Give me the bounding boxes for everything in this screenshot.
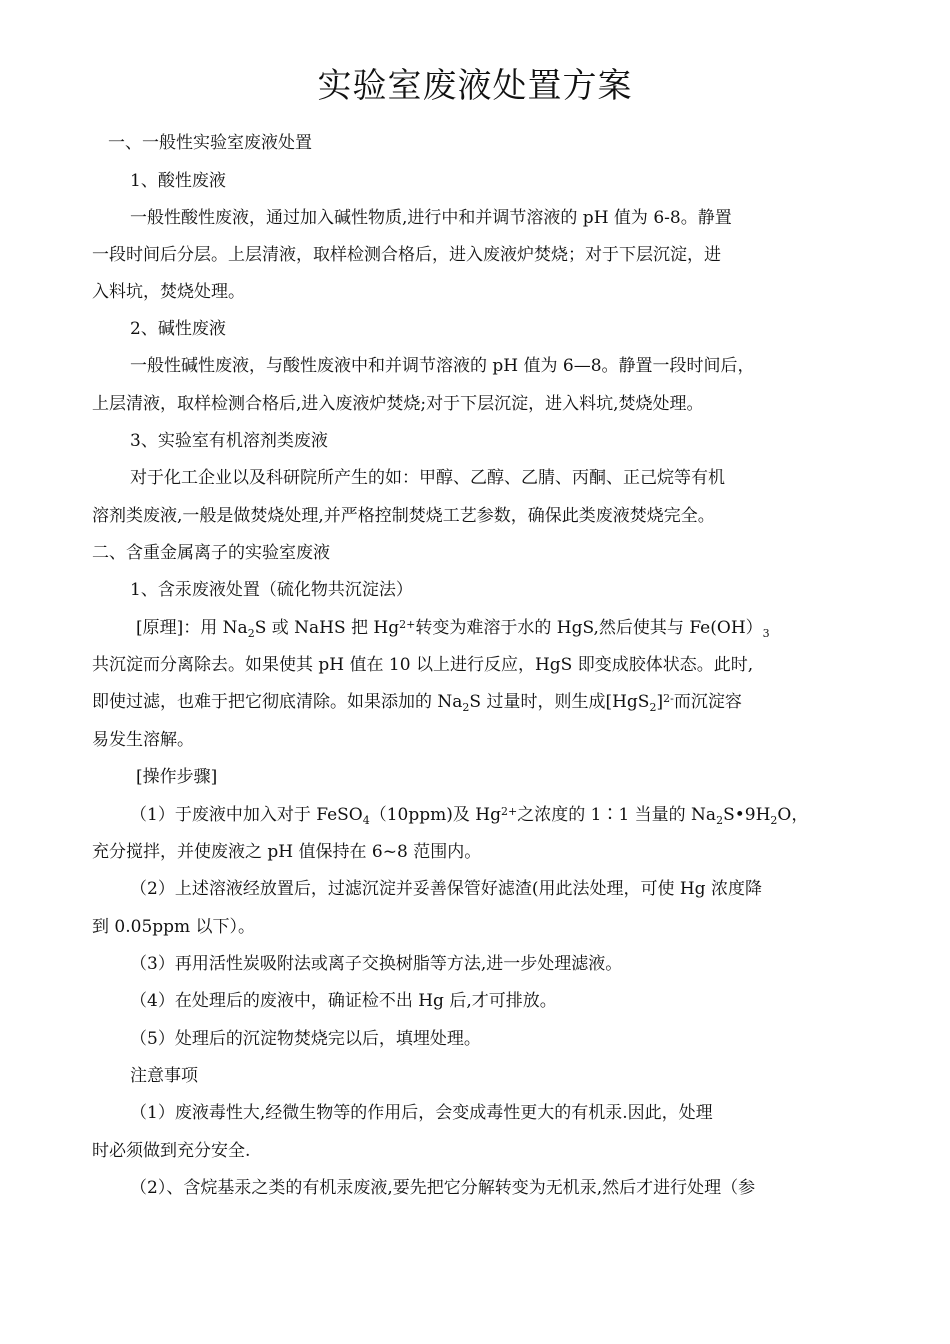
- text-line: [92, 243, 721, 267]
- text-run: [原理]：用 Na: [136, 618, 248, 638]
- text-run: [操作步骤]: [136, 767, 218, 787]
- text-run: （2）、含烷基汞之类的有机汞废液,要先把它分解转变为无机汞,然后才进行处理（参: [130, 1178, 756, 1198]
- text-run: （10ppm)及 Hg: [369, 805, 501, 825]
- subscript: 2: [247, 627, 255, 640]
- text-run: 之浓度的 1∶1 当量的 Na: [517, 805, 717, 825]
- text-run: 1、含汞废液处置（硫化物共沉淀法）: [130, 580, 413, 600]
- text-run: 共沉淀而分离除去。如果使其 pH 值在 10 以上进行反应，HgS 即变成胶体状态。此时,: [92, 655, 754, 675]
- text-run: 一段时间后分层。上层清液，取样检测合格后，进入废液炉焚烧；对于下层沉淀，进: [92, 245, 721, 265]
- text-line: [130, 1176, 755, 1200]
- text-run: 2、碱性废液: [130, 319, 226, 339]
- text-run: （5）处理后的沉淀物焚烧完以后，填埋处理。: [130, 1029, 481, 1049]
- superscript: 2+: [501, 805, 518, 818]
- subscript: 4: [362, 814, 370, 827]
- text-line: [130, 803, 808, 827]
- text-line: [130, 989, 557, 1013]
- text-run: 溶剂类废液,一般是做焚烧处理,并严格控制焚烧工艺参数，确保此类废液焚烧完全。: [92, 506, 715, 526]
- text-line: [92, 840, 481, 864]
- text-run: 一般性酸性废液，通过加入碱性物质,进行中和并调节溶液的 pH 值为 6-8。静置: [130, 208, 732, 228]
- text-line: [130, 952, 622, 976]
- text-run: 转变为难溶于水的 HgS,然后使其与 Fe(OH）: [415, 618, 763, 638]
- text-line: [130, 317, 226, 341]
- text-run: （3）再用活性炭吸附法或离子交换树脂等方法,进一步处理滤液。: [130, 954, 623, 974]
- text-line: [130, 206, 732, 230]
- text-line: [92, 392, 704, 416]
- text-line: [130, 466, 725, 490]
- text-run: 对于化工企业以及科研院所产生的如：甲醇、乙醇、乙腈、丙酮、正己烷等有机: [130, 468, 725, 488]
- text-line: [92, 653, 753, 677]
- text-line: [130, 169, 226, 193]
- text-run: 一般性碱性废液，与酸性废液中和并调节溶液的 pH 值为 6—8。静置一段时间后，: [130, 356, 755, 376]
- text-line: [92, 541, 330, 565]
- subscript: 3: [762, 627, 770, 640]
- text-run: 二、含重金属离子的实验室废液: [92, 543, 330, 563]
- text-run: 3、实验室有机溶剂类废液: [130, 431, 328, 451]
- text-run: 入料坑，焚烧处理。: [92, 282, 245, 302]
- text-line: [136, 765, 217, 789]
- text-line: [130, 578, 413, 602]
- text-run: 充分搅拌，并使废液之 pH 值保持在 6~8 范围内。: [92, 842, 482, 862]
- text-line: [92, 690, 742, 714]
- text-run: （2）上述溶液经放置后，过滤沉淀并妥善保管好滤渣(用此法处理，可使 Hg 浓度降: [130, 879, 762, 899]
- text-run: 易发生溶解。: [92, 730, 194, 750]
- text-line: [130, 354, 755, 378]
- text-line: [92, 504, 715, 528]
- text-run: 即使过滤，也难于把它彻底清除。如果添加的 Na: [92, 692, 463, 712]
- subscript: 2: [770, 814, 778, 827]
- text-run: 注意事项: [130, 1066, 198, 1086]
- text-run: 一、一般性实验室废液处置: [108, 133, 312, 153]
- text-line: [92, 280, 245, 304]
- text-run: 时必须做到充分安全.: [92, 1141, 251, 1161]
- text-line: [130, 1101, 713, 1125]
- text-run: O，: [777, 805, 809, 825]
- text-run: 上层清液，取样检测合格后,进入废液炉焚烧;对于下层沉淀，进入料坑,焚烧处理。: [92, 394, 704, 414]
- text-run: S 或 NaHS 把 Hg: [254, 618, 400, 638]
- text-run: （1）于废液中加入对于 FeSO: [130, 805, 363, 825]
- document-title: 实验室废液处置方案: [317, 66, 633, 106]
- text-run: 1、酸性废液: [130, 171, 226, 191]
- text-line: [130, 1064, 198, 1088]
- superscript: 2+: [399, 618, 416, 631]
- subscript: 2: [462, 701, 470, 714]
- text-line: [108, 131, 312, 155]
- subscript: 2: [649, 701, 657, 714]
- text-run: S•9H: [723, 805, 771, 825]
- text-line: [130, 877, 762, 901]
- text-run: S 过量时，则生成[HgS: [469, 692, 650, 712]
- text-line: [130, 1027, 481, 1051]
- text-line: [92, 728, 194, 752]
- text-run: （1）废液毒性大,经微生物等的作用后，会变成毒性更大的有机汞.因此，处理: [130, 1103, 713, 1123]
- text-line: [92, 1139, 250, 1163]
- superscript: 2-: [663, 692, 674, 705]
- subscript: 2: [716, 814, 724, 827]
- text-run: 而沉淀容: [673, 692, 742, 712]
- text-line: [130, 429, 328, 453]
- text-line: [136, 616, 770, 640]
- text-run: 到 0.05ppm 以下）。: [92, 917, 256, 937]
- text-line: [92, 915, 255, 939]
- text-run: （4）在处理后的废液中，确证检不出 Hg 后,才可排放。: [130, 991, 557, 1011]
- text-run: ]: [656, 692, 664, 712]
